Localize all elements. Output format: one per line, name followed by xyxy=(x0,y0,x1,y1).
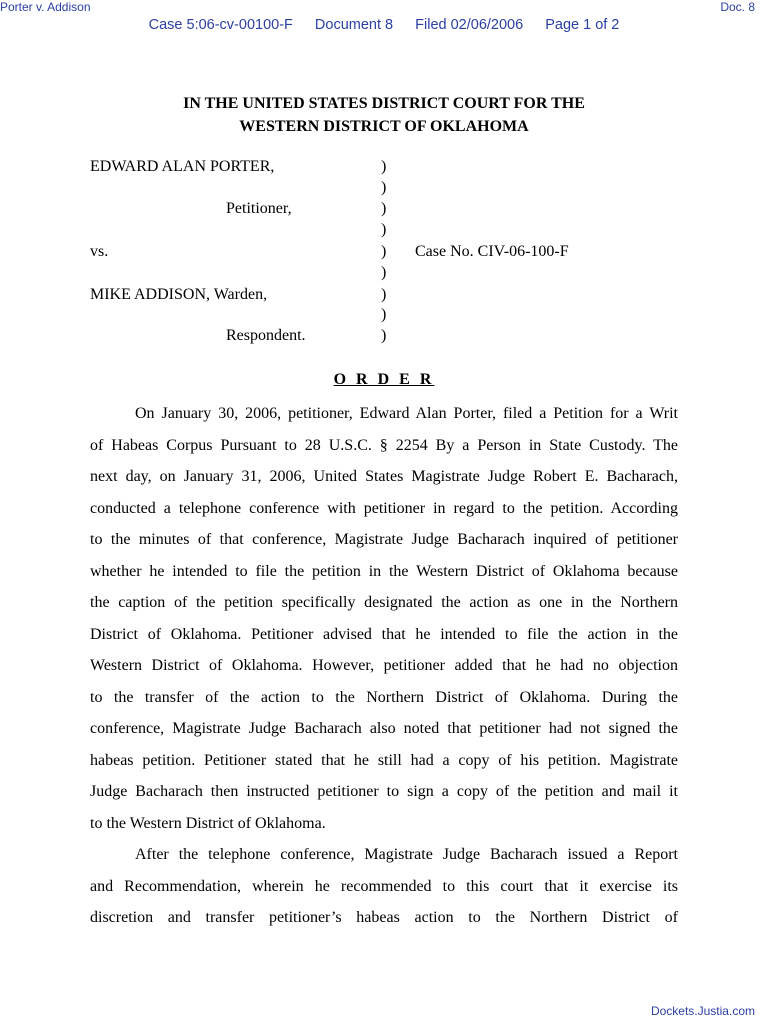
filing-header xyxy=(0,17,768,33)
court-name-line-2: WESTERN DISTRICT OF OKLAHOMA xyxy=(239,118,529,135)
body-line: conference, Magistrate Judge Bacharach also noted that petitioner had not signed the xyxy=(90,720,678,737)
body-line: the caption of the petition specifically designated the action as one in the Northern xyxy=(90,594,678,611)
respondent-name: MIKE ADDISON, Warden, xyxy=(90,286,268,303)
filed-date: Filed 02/06/2006 xyxy=(415,17,524,33)
document-number: Document 8 xyxy=(314,17,394,33)
body-line: whether he intended to file the petition in the Western District of Oklahoma because xyxy=(90,562,678,580)
body-line: habeas petition. Petitioner stated that he still had a copy of his petition. Magistrate xyxy=(90,751,678,769)
caption-paren: ) xyxy=(381,264,387,281)
body-line: After the telephone conference, Magistrate Judge Bacharach issued a Report xyxy=(135,846,678,863)
caption-paren: ) xyxy=(381,243,387,260)
caption-paren: ) xyxy=(381,200,387,217)
body-line: District of Oklahoma. Petitioner advised that he intended to file the action in the xyxy=(90,625,678,643)
page-indicator: Page 1 of 2 xyxy=(545,17,620,33)
caption-paren: ) xyxy=(381,286,387,303)
body-line: Western District of Oklahoma. However, petitioner added that he had no objection xyxy=(90,657,678,674)
case-number: Case 5:06-cv-00100-F xyxy=(148,17,293,33)
caption-paren: ) xyxy=(381,221,387,238)
order-body xyxy=(90,398,678,934)
body-line: and Recommendation, wherein he recommended to this court that it exercise its xyxy=(90,877,678,895)
case-title-link[interactable]: Porter v. Addison xyxy=(0,0,91,14)
petitioner-role: Petitioner, xyxy=(226,200,292,217)
body-line: Judge Bacharach then instructed petitioner to sign a copy of the petition and mail it xyxy=(90,783,678,800)
caption-paren: ) xyxy=(381,327,387,344)
justia-dockets-link[interactable]: Dockets.Justia.com xyxy=(650,1004,755,1018)
caption-paren: ) xyxy=(381,306,387,323)
body-line: On January 30, 2006, petitioner, Edward Alan Porter, filed a Petition for a Writ xyxy=(135,405,678,422)
body-line: discretion and transfer petitioner’s habeas action to the Northern District of xyxy=(90,909,678,926)
doc-number-link[interactable]: Doc. 8 xyxy=(720,0,755,14)
body-line: to the transfer of the action to the Northern District of Oklahoma. During the xyxy=(90,688,678,706)
petitioner-name: EDWARD ALAN PORTER, xyxy=(90,158,275,175)
caption-paren: ) xyxy=(381,179,387,196)
order-heading: O R D E R xyxy=(333,371,435,388)
caption-paren: ) xyxy=(381,158,387,175)
body-line: to the Western District of Oklahoma. xyxy=(90,814,326,832)
body-line: conducted a telephone conference with petitioner in regard to the petition. According xyxy=(90,499,678,517)
case-number-caption: Case No. CIV-06-100-F xyxy=(415,243,569,260)
court-name-line-1: IN THE UNITED STATES DISTRICT COURT FOR THE xyxy=(183,95,585,112)
respondent-role: Respondent. xyxy=(226,327,306,344)
body-line: of Habeas Corpus Pursuant to 28 U.S.C. § 2254 By a Person in State Custody. The xyxy=(90,436,678,454)
versus-label: vs. xyxy=(90,243,109,260)
body-line: to the minutes of that conference, Magistrate Judge Bacharach inquired of petitioner xyxy=(90,531,678,548)
body-line: next day, on January 31, 2006, United States Magistrate Judge Robert E. Bacharach, xyxy=(90,468,678,485)
